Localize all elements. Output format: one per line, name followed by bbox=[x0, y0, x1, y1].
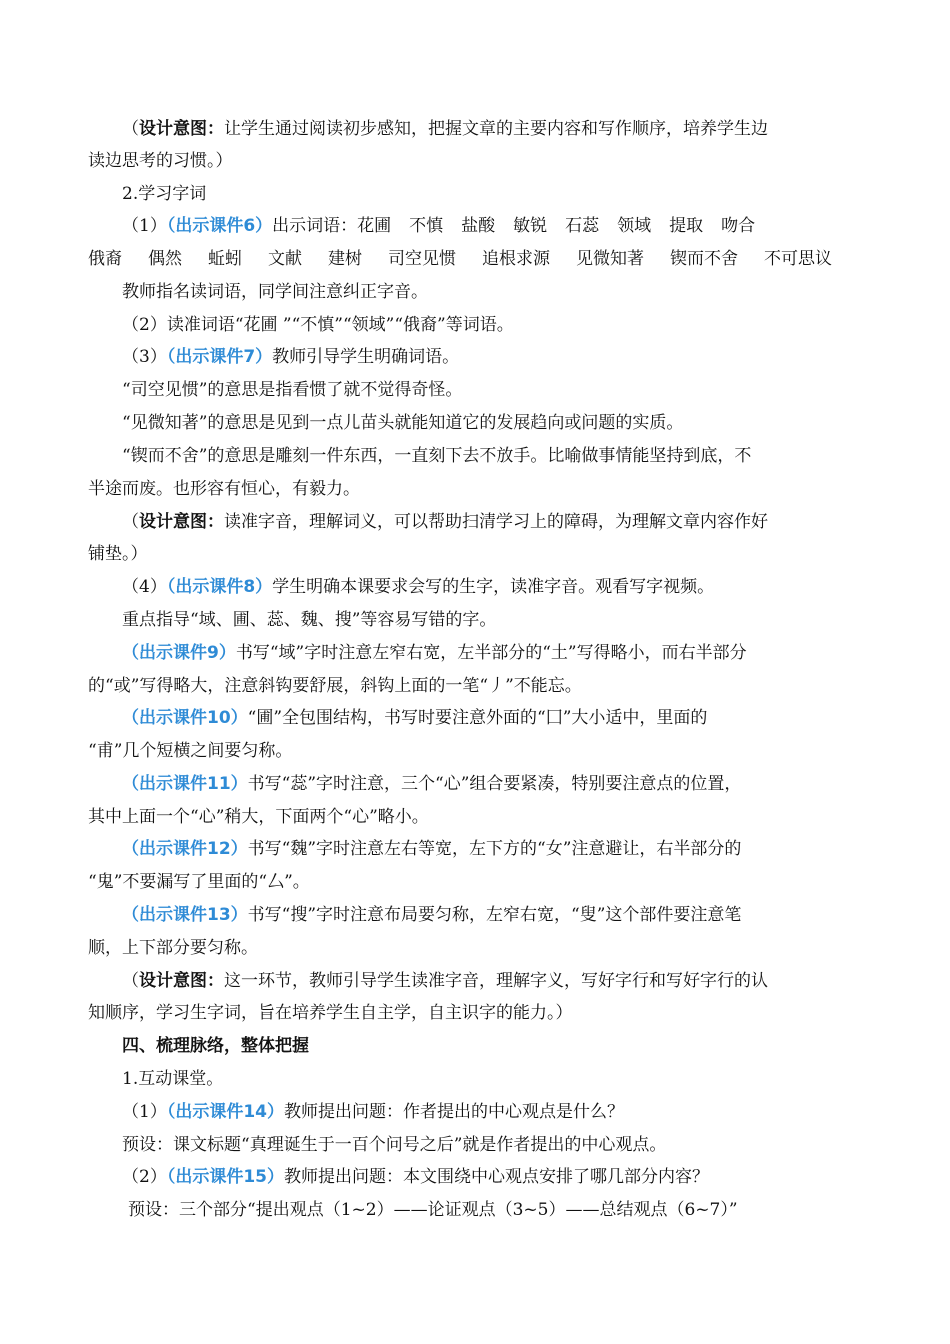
vocab-word: 见微知著 bbox=[576, 249, 644, 269]
design-intent-2: （设计意图：读准字音，理解词义，可以帮助扫清学习上的障碍，为理解文章内容作好 bbox=[122, 512, 768, 532]
text-line: （2）读准词语“花圃 ”“不慎”“领域”“俄裔”等词语。 bbox=[122, 315, 514, 335]
vocab-word: 偶然 bbox=[148, 249, 182, 269]
text-line: 的“或”写得略大，注意斜钩要舒展，斜钩上面的一笔“丿”不能忘。 bbox=[88, 676, 582, 696]
text-line: 1.互动课堂。 bbox=[122, 1069, 224, 1089]
text-line: 其中上面一个“心”稍大，下面两个“心”略小。 bbox=[88, 807, 429, 827]
text-line: （3）（出示课件7）教师引导学生明确词语。 bbox=[122, 347, 460, 367]
text-line: 半途而废。也形容有恒心，有毅力。 bbox=[88, 479, 360, 499]
text-line: 读边思考的习惯。） bbox=[88, 151, 233, 171]
text-line: “锲而不舍”的意思是雕刻一件东西，一直刻下去不放手。比喻做事情能坚持到底，不 bbox=[122, 446, 752, 466]
vocab-word: 建树 bbox=[328, 249, 362, 269]
text-line: （2）（出示课件15）教师提出问题：本文围绕中心观点安排了哪几部分内容？ bbox=[122, 1167, 709, 1187]
text-line: “甫”几个短横之间要匀称。 bbox=[88, 741, 293, 761]
design-intent-1: （设计意图：让学生通过阅读初步感知，把握文章的主要内容和写作顺序，培养学生边 bbox=[122, 119, 768, 139]
text-line: “司空见惯”的意思是指看惯了就不觉得奇怪。 bbox=[122, 380, 463, 400]
text-line: “见微知著”的意思是见到一点儿苗头就能知道它的发展趋向或问题的实质。 bbox=[122, 413, 684, 433]
section-heading-4: 四、梳理脉络，整体把握 bbox=[122, 1036, 309, 1056]
text-line: 预设：课文标题“真理诞生于一百个问号之后”就是作者提出的中心观点。 bbox=[122, 1135, 667, 1155]
text-line: （1）（出示课件14）教师提出问题：作者提出的中心观点是什么？ bbox=[122, 1102, 624, 1122]
vocab-word: 追根求源 bbox=[482, 249, 550, 269]
text-line: （出示课件10）“圃”全包围结构，书写时要注意外面的“囗”大小适中，里面的 bbox=[122, 708, 708, 728]
vocab-word: 花圃 bbox=[357, 216, 392, 236]
section-heading: 2.学习字词 bbox=[122, 184, 207, 204]
text-line: 知顺序，学习生字词，旨在培养学生自主学，自主识字的能力。） bbox=[88, 1003, 573, 1023]
vocab-word: 不慎 bbox=[409, 216, 444, 236]
text-line: （出示课件9）书写“域”字时注意左窄右宽，左半部分的“土”写得略小，而右半部分 bbox=[122, 643, 747, 663]
vocab-word: 司空见惯 bbox=[388, 249, 456, 269]
vocab-word: 锲而不舍 bbox=[670, 249, 738, 269]
text-line: （出示课件12）书写“魏”字时注意左右等宽，左下方的“女”注意避让，右半部分的 bbox=[122, 839, 742, 859]
vocab-word: 石蕊 bbox=[565, 216, 600, 236]
design-intent-3: （设计意图：这一环节，教师引导学生读准字音，理解字义，写好字行和写好字行的认 bbox=[122, 971, 768, 991]
text-line: （出示课件11）书写“蕊”字时注意，三个“心”组合要紧凑，特别要注意点的位置， bbox=[122, 774, 742, 794]
text-line: 预设：三个部分“提出观点（1~2）——论证观点（3~5）——总结观点（6~7）” bbox=[128, 1200, 738, 1220]
text-line: （出示课件13）书写“搜”字时注意布局要匀称，左窄右宽，“叟”这个部件要注意笔 bbox=[122, 905, 742, 925]
text-line: （1）（出示课件6）出示词语：花圃 不慎 盐酸 敏锐 石蕊 领域 提取 吻合 bbox=[122, 216, 756, 236]
text-line: “鬼”不要漏写了里面的“厶”。 bbox=[88, 872, 310, 892]
word-list-row bbox=[88, 248, 832, 270]
vocab-word: 领域 bbox=[617, 216, 652, 236]
text-line: 铺垫。） bbox=[88, 544, 148, 564]
vocab-word: 俄裔 bbox=[88, 249, 122, 269]
text-line: 教师指名读词语，同学间注意纠正字音。 bbox=[122, 282, 428, 302]
vocab-word: 敏锐 bbox=[513, 216, 548, 236]
vocab-word: 蚯蚓 bbox=[208, 249, 242, 269]
vocab-word: 文献 bbox=[268, 249, 302, 269]
text-line: 重点指导“域、圃、蕊、魏、搜”等容易写错的字。 bbox=[122, 610, 497, 630]
text-line: （4）（出示课件8）学生明确本课要求会写的生字，读准字音。观看写字视频。 bbox=[122, 577, 715, 597]
vocab-word: 吻合 bbox=[721, 216, 756, 236]
vocab-word: 盐酸 bbox=[461, 216, 496, 236]
vocab-word: 不可思议 bbox=[764, 249, 832, 269]
vocab-word: 提取 bbox=[669, 216, 704, 236]
text-line: 顺，上下部分要匀称。 bbox=[88, 938, 258, 958]
